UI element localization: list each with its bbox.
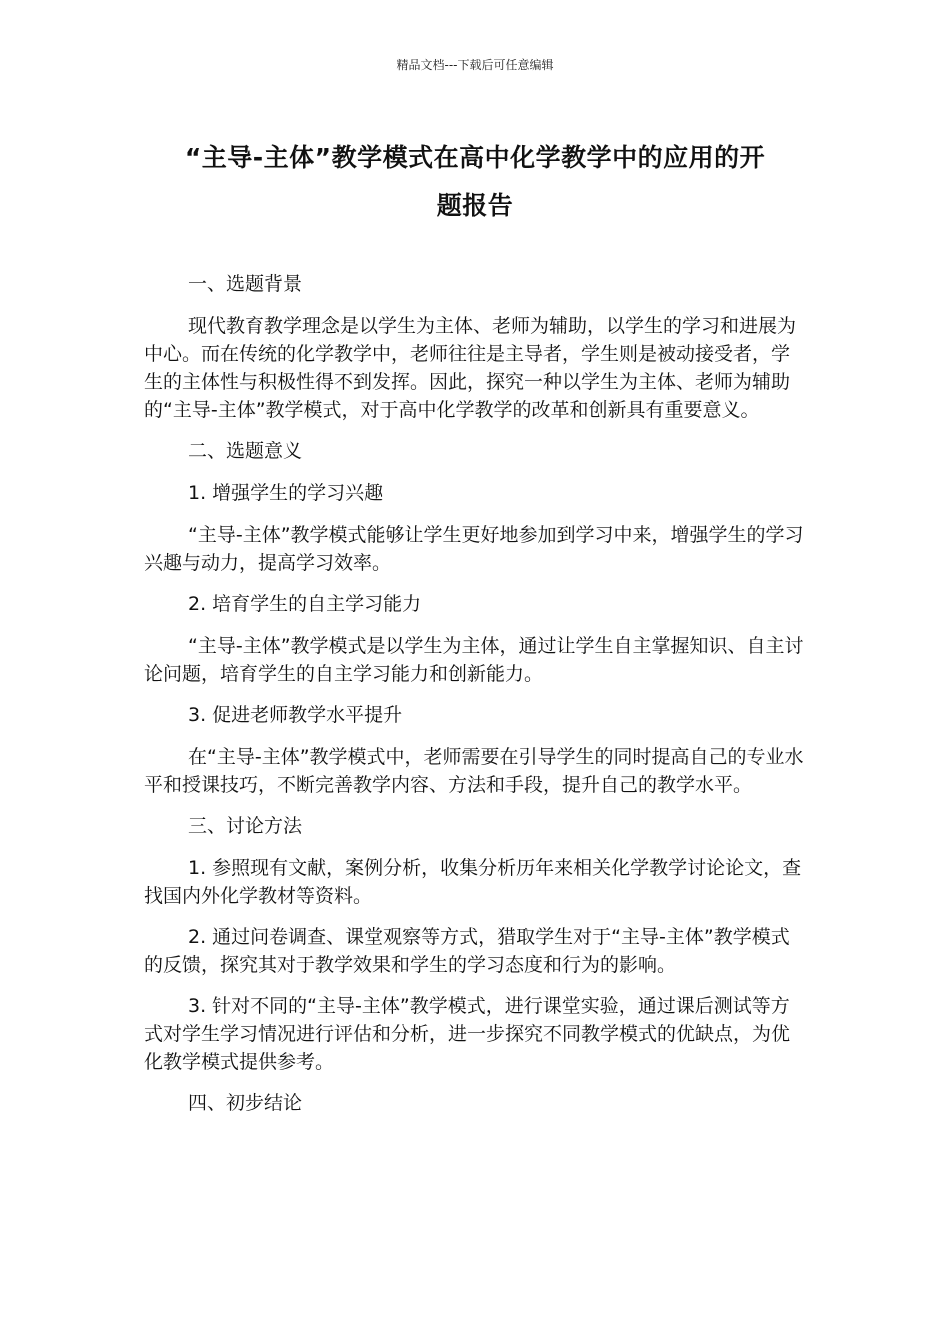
paragraph-autonomy: “主导-主体”教学模式是以学生为主体，通过让学生自主掌握知识、自主讨论问题，培育学生的自主学习能力和创新能力。 [144,635,804,685]
title-line-1: “主导-主体”教学模式在高中化学教学中的应用的开 [184,143,766,172]
page-header-note: 精品文档---下载后可任意编辑 [396,58,554,72]
method-item-1: 1. 参照现有文献，案例分析，收集分析历年来相关化学教学讨论论文，查找国内外化学教材等资料。 [144,857,802,907]
paragraph-teacher-level: 在“主导-主体”教学模式中，老师需要在引导学生的同时提高自己的专业水平和授课技巧，不断完善教学内容、方法和手段，提升自己的教学水平。 [144,746,804,796]
section-heading-significance: 二、选题意义 [188,440,303,462]
section-heading-methods: 三、讨论方法 [188,815,303,837]
document-body [144,270,806,1131]
section-heading-background: 一、选题背景 [188,273,303,295]
section-heading-conclusion: 四、初步结论 [188,1092,303,1114]
paragraph-interest: “主导-主体”教学模式能够让学生更好地参加到学习中来，增强学生的学习兴趣与动力，提高学习效率。 [144,524,804,574]
document-title [140,136,810,228]
method-item-2: 2. 通过问卷调查、课堂观察等方式，猎取学生对于“主导-主体”教学模式的反馈，探究其对于教学效果和学生的学习态度和行为的影响。 [144,926,790,976]
method-item-3: 3. 针对不同的“主导-主体”教学模式，进行课堂实验，通过课后测试等方式对学生学习情况进行评估和分析，进一步探究不同教学模式的优缺点，为优化教学模式提供参考。 [144,995,791,1073]
subheading-autonomy: 2. 培育学生的自主学习能力 [188,593,422,615]
paragraph-background: 现代教育教学理念是以学生为主体、老师为辅助，以学生的学习和进展为中心。而在传统的化学教学中，老师往往是主导者，学生则是被动接受者，学生的主体性与积极性得不到发挥。因此，探究一种以学生为主体、老师为辅助的“主导-主体”教学模式，对于高中化学教学的改革和创新具有重要意义。 [144,315,797,421]
title-line-2: 题报告 [436,191,514,220]
subheading-teacher-level: 3. 促进老师教学水平提升 [188,704,403,726]
subheading-interest: 1. 增强学生的学习兴趣 [188,482,384,504]
